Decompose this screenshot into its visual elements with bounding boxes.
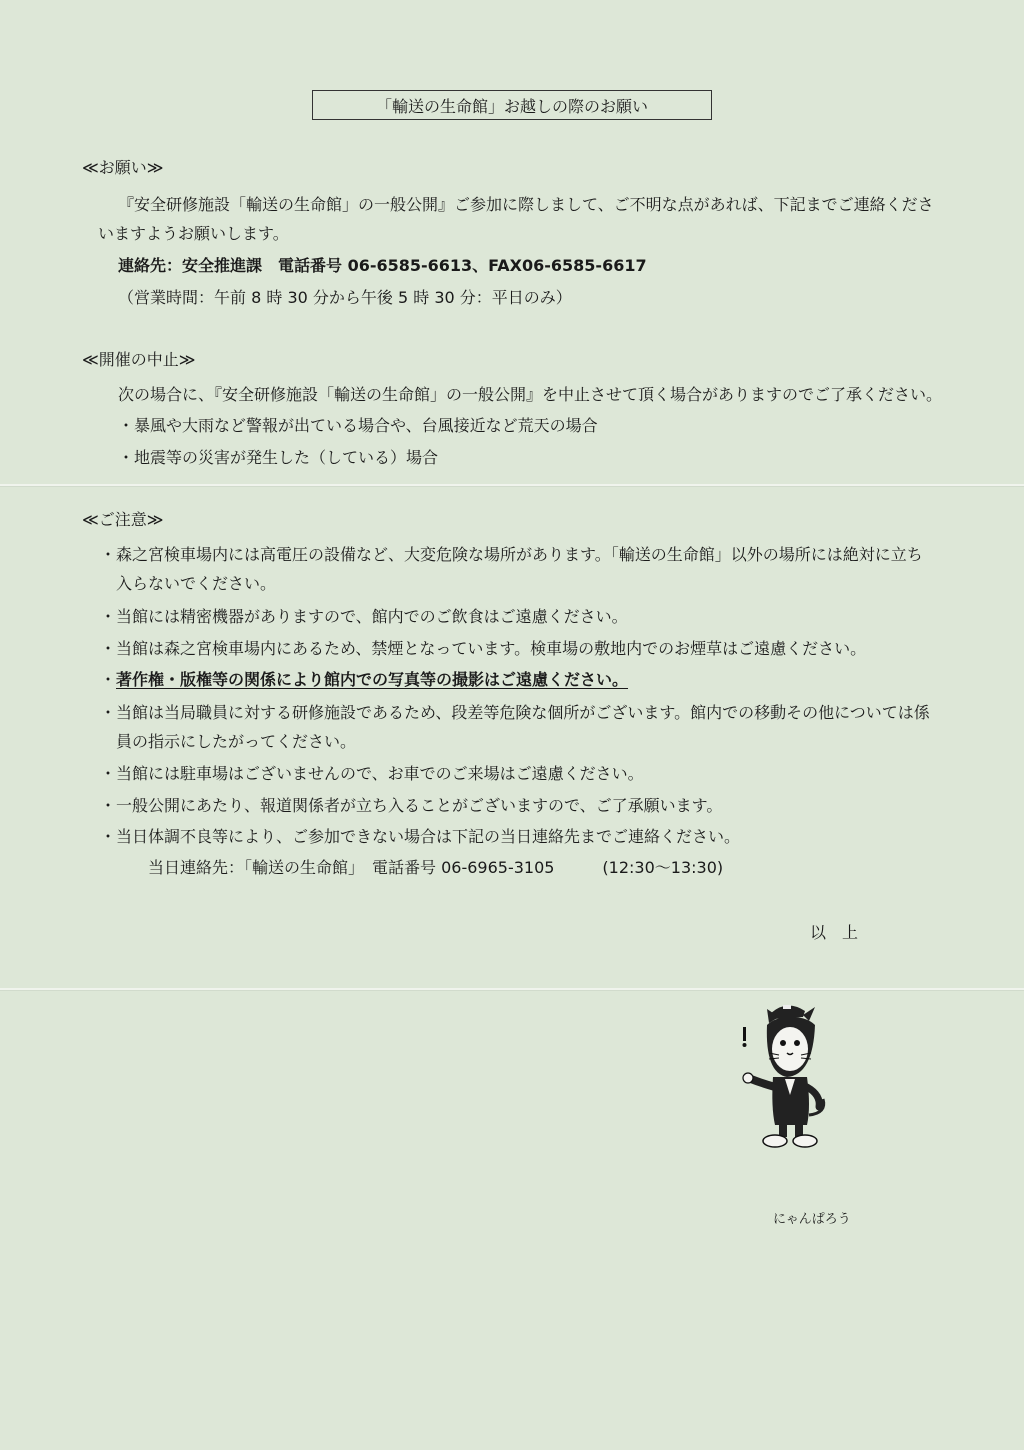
caution-line: ・一般公開にあたり、報道関係者が立ち入ることがございますので、ご了承願います。 xyxy=(100,796,723,815)
caution-line: ・当日体調不良等により、ご参加できない場合は下記の当日連絡先までご連絡ください。 xyxy=(100,827,741,846)
caution-photo-prohibited: 著作権・版権等の関係により館内での写真等の撮影はご遠慮ください。 xyxy=(116,670,629,689)
cat-conductor-mascot-icon xyxy=(735,995,835,1155)
caution-bullet: ・ xyxy=(100,670,117,689)
document-title: 「輸送の生命館」お越しの際のお願い xyxy=(312,90,712,120)
request-paragraph-line1: 『安全研修施設「輸送の生命館」の一般公開』ご参加に際しまして、ご不明な点があれば、下記までご連絡くださ xyxy=(118,195,934,214)
contact-info: 連絡先：安全推進課 電話番号 06-6585-6613、FAX06-6585-6617 xyxy=(118,256,647,275)
paper-fold-line xyxy=(0,988,1024,990)
cancellation-item: ・地震等の災害が発生した（している）場合 xyxy=(118,448,439,467)
caution-line: 入らないでください。 xyxy=(116,574,277,593)
paper-fold-line xyxy=(0,484,1024,486)
cancellation-intro: 次の場合に、『安全研修施設「輸送の生命館」の一般公開』を中止させて頂く場合がありますのでご了承ください。 xyxy=(118,385,943,404)
caution-line: ・森之宮検車場内には高電圧の設備など、大変危険な場所があります。「輸送の生命館」以外の場所には絶対に立ち xyxy=(100,545,923,564)
closing-mark: 以 上 xyxy=(810,923,859,942)
caution-line: ・当館には精密機器がありますので、館内でのご飲食はご遠慮ください。 xyxy=(100,607,628,626)
caution-line: ・当館には駐車場はございませんので、お車でのご来場はご遠慮ください。 xyxy=(100,764,644,783)
section-heading-cancellation: ≪開催の中止≫ xyxy=(82,350,196,369)
business-hours: （営業時間：午前 8 時 30 分から午後 5 時 30 分：平日のみ） xyxy=(118,288,572,307)
day-contact-info: 当日連絡先：「輸送の生命館」 電話番号 06-6965-3105 (12:30～13:30) xyxy=(148,858,724,877)
section-heading-request: ≪お願い≫ xyxy=(82,158,164,177)
request-paragraph-line2: いますようお願いします。 xyxy=(98,224,289,243)
caution-line: 員の指示にしたがってください。 xyxy=(116,732,357,751)
caution-line: ・当館は当局職員に対する研修施設であるため、段差等危険な個所がございます。館内での移動その他については係 xyxy=(100,703,930,722)
section-heading-caution: ≪ご注意≫ xyxy=(82,510,164,529)
caution-line: ・当館は森之宮検車場内にあるため、禁煙となっています。検車場の敷地内でのお煙草はご遠慮ください。 xyxy=(100,639,867,658)
cancellation-item: ・暴風や大雨など警報が出ている場合や、台風接近など荒天の場合 xyxy=(118,416,598,435)
mascot-name: にゃんぱろう xyxy=(773,1212,851,1227)
